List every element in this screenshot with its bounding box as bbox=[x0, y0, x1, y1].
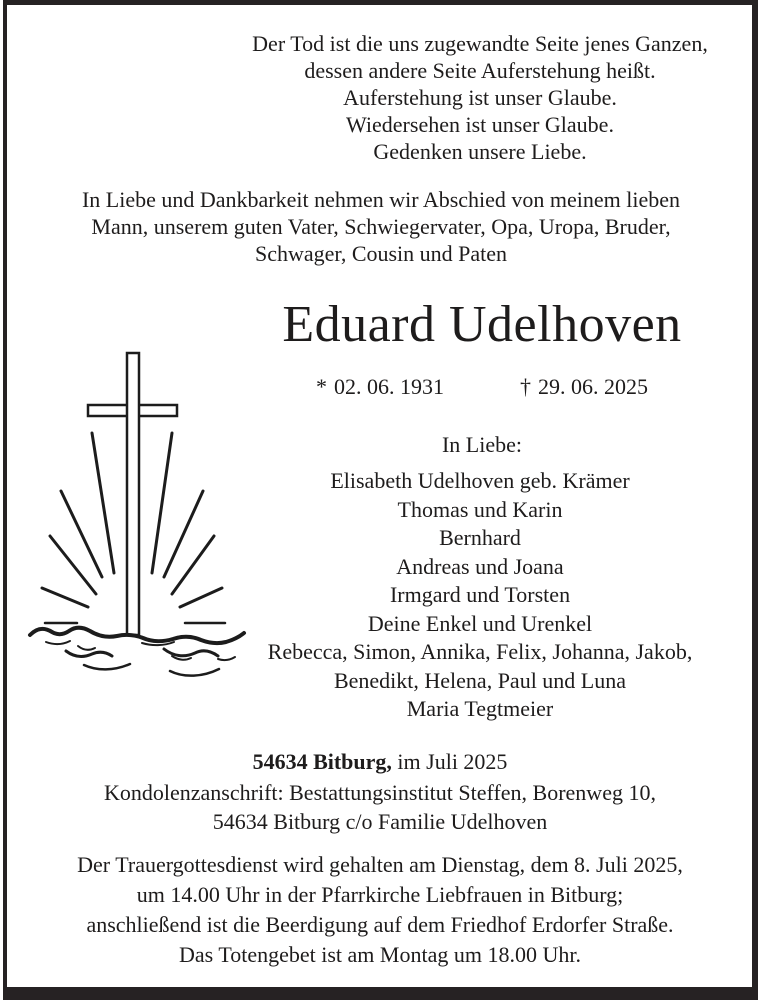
death-dagger-symbol: † bbox=[520, 374, 531, 399]
intro-line: Schwager, Cousin und Paten bbox=[254, 241, 508, 266]
epigraph-line: dessen andere Seite Auferstehung heißt. bbox=[304, 58, 656, 83]
intro-paragraph bbox=[16, 186, 746, 267]
mourners-list bbox=[212, 467, 748, 724]
service-line: anschließend ist die Beerdigung auf dem Friedhof Erdorfer Straße. bbox=[86, 912, 674, 937]
birth-star-symbol: * bbox=[316, 374, 327, 399]
condolence-line: Kondolenzanschrift: Bestattungsinstitut Steffen, Borenweg 10, bbox=[104, 780, 656, 805]
condolence-address bbox=[10, 778, 750, 836]
place-and-date-line bbox=[10, 749, 750, 775]
life-dates bbox=[214, 374, 750, 400]
date-rest: im Juli 2025 bbox=[391, 749, 508, 774]
mourners-heading: In Liebe: bbox=[441, 432, 523, 457]
deceased-name: Eduard Udelhoven bbox=[282, 296, 682, 353]
birth-date bbox=[316, 374, 444, 400]
mourner-line: Andreas und Joana bbox=[396, 553, 564, 579]
mourner-line: Rebecca, Simon, Annika, Felix, Johanna, Jakob, bbox=[267, 639, 693, 664]
mourner-line: Bernhard bbox=[439, 525, 521, 550]
mourner-line: Thomas und Karin bbox=[397, 496, 563, 522]
mourner-line: Maria Tegtmeier bbox=[406, 696, 554, 721]
birth-date-value: 02. 06. 1931 bbox=[334, 374, 444, 399]
epigraph-line: Auferstehung ist unser Glaube. bbox=[343, 85, 617, 110]
death-date-value: 29. 06. 2025 bbox=[538, 374, 648, 399]
mourner-line: Benedikt, Helena, Paul und Luna bbox=[333, 667, 627, 693]
mourner-line: Deine Enkel und Urenkel bbox=[367, 610, 593, 636]
epigraph-line: Gedenken unsere Liebe. bbox=[373, 139, 587, 164]
death-date bbox=[520, 374, 648, 400]
mourner-line: Elisabeth Udelhoven geb. Krämer bbox=[330, 468, 630, 493]
condolence-line: 54634 Bitburg c/o Familie Udelhoven bbox=[212, 809, 548, 834]
intro-line: Mann, unserem guten Vater, Schwiegervater, Opa, Uropa, Bruder, bbox=[91, 214, 671, 239]
service-line: um 14.00 Uhr in der Pfarrkirche Liebfrauen in Bitburg; bbox=[136, 882, 624, 907]
service-line: Das Totengebet ist am Montag um 18.00 Uhr. bbox=[179, 942, 581, 967]
mourner-line: Irmgard und Torsten bbox=[389, 582, 571, 607]
service-line: Der Trauergottesdienst wird gehalten am Dienstag, dem 8. Juli 2025, bbox=[77, 852, 683, 877]
epigraph-line: Wiedersehen ist unser Glaube. bbox=[346, 112, 614, 137]
epigraph-line: Der Tod ist die uns zugewandte Seite jenes Ganzen, bbox=[252, 31, 708, 56]
funeral-service-info bbox=[10, 850, 750, 970]
epigraph-verse bbox=[210, 30, 750, 165]
intro-line: In Liebe und Dankbarkeit nehmen wir Abschied von meinem lieben bbox=[81, 187, 681, 212]
place-bold: 54634 Bitburg, bbox=[252, 749, 392, 774]
